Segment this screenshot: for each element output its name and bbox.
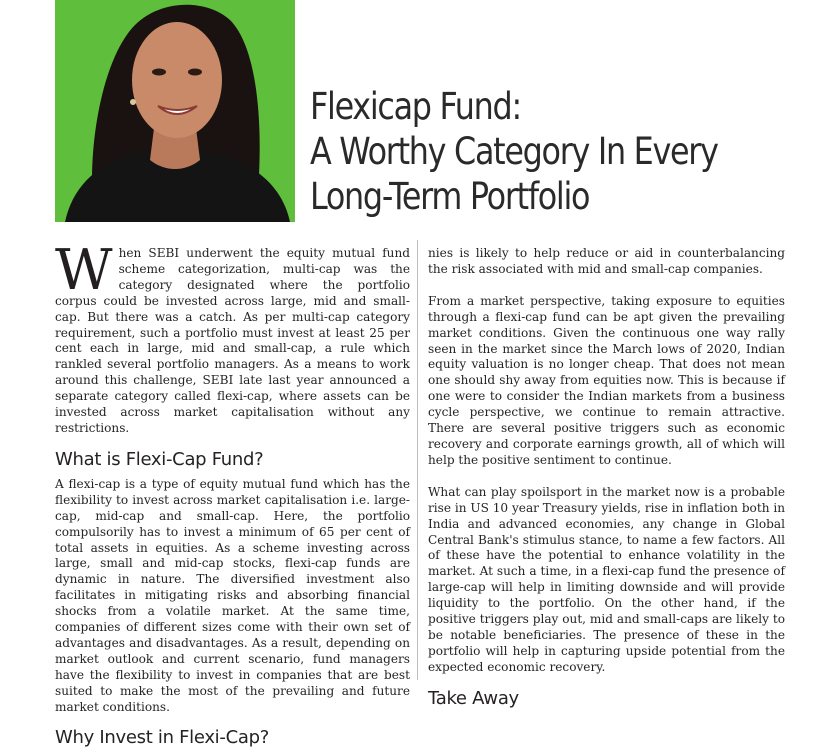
- author-photo: [55, 0, 295, 222]
- section-heading-take-away: Take Away: [428, 687, 519, 709]
- section-heading-what-is: What is Flexi-Cap Fund?: [55, 448, 264, 470]
- right-paragraph-1: nies is likely to help reduce or aid in counterbalancing the risk associated with mid and small-cap companies.: [428, 246, 785, 276]
- section-heading-why-invest: Why Invest in Flexi-Cap?: [55, 727, 269, 749]
- right-column: [428, 246, 785, 716]
- author-portrait-illustration: [55, 0, 295, 222]
- intro-text: hen SEBI underwent the equity mutual fund scheme categorization, multi-cap was the category designated where the portfolio corpus could be invested across large, mid and small-cap. But there was a catch. As per multi-cap category requirement, such a portfolio must invest at least 25 per cent each in large, mid and small-cap, a rule which rankled several portfolio managers. As a means to work around this challenge, SEBI late last year announced a separate category called flexi-cap, where assets can be invested across market capitalisation without any restrictions.: [55, 246, 410, 435]
- headline-line-3: Long-Term Portfolio: [310, 175, 590, 218]
- drop-cap: W: [55, 238, 113, 303]
- article-headline: [310, 84, 740, 219]
- intro-paragraph: [55, 238, 410, 437]
- left-column: [55, 238, 410, 755]
- paragraph-gap: [428, 278, 785, 294]
- section-what-is-paragraph: A flexi-cap is a type of equity mutual fund which has the flexibility to invest across market capitalisation i.e. large-cap, mid-cap and small-cap. Here, the portfolio compulsorily has to invest a minimum of 65 per cent of total assets in equities. As a scheme investing across large, small and mid-cap stocks, flexi-cap funds are dynamic in nature. The diversified investment also facilitates in mitigating risks and absorbing financial shocks from a volatile market. At the same time, companies of different sizes come with their own set of advantages and disadvantages. As a result, depending on market outlook and current scenario, fund managers have the flexibility to invest in companies that are best suited to make the most of the prevailing and future market conditions.: [55, 476, 410, 714]
- paragraph-gap: [428, 469, 785, 485]
- headline-line-1: Flexicap Fund:: [310, 85, 521, 128]
- right-paragraph-2: From a market perspective, taking exposure to equities through a flexi-cap fund can be apt given the prevailing market conditions. Given the continuous one way rally seen in the market since the March lows of 2020, Indian equity valuation is no longer cheap. That does not mean one should shy away from equities now. This is because if one were to consider the Indian markets from a business cycle perspective, we continue to remain attractive. There are several positive triggers such as economic recovery and corporate earnings growth, all of which will help the positive sentiment to continue.: [428, 293, 785, 467]
- headline-line-2: A Worthy Category In Every: [310, 130, 718, 173]
- column-divider: [417, 240, 418, 680]
- right-paragraph-3: What can play spoilsport in the market now is a probable rise in US 10 year Treasury yields, rise in inflation both in India and advanced economies, any change in Global Central Bank's stimulus stance, to name a few factors. All of these have the potential to enhance volatility in the market. At such a time, in a flexi-cap fund the presence of large-cap will help in limiting downside and will provide liquidity to the portfolio. On the other hand, if the positive triggers play out, mid and small-caps are likely to be notable beneficiaries. The presence of these in the portfolio will help in capturing upside potential from the expected economic recovery.: [428, 484, 785, 674]
